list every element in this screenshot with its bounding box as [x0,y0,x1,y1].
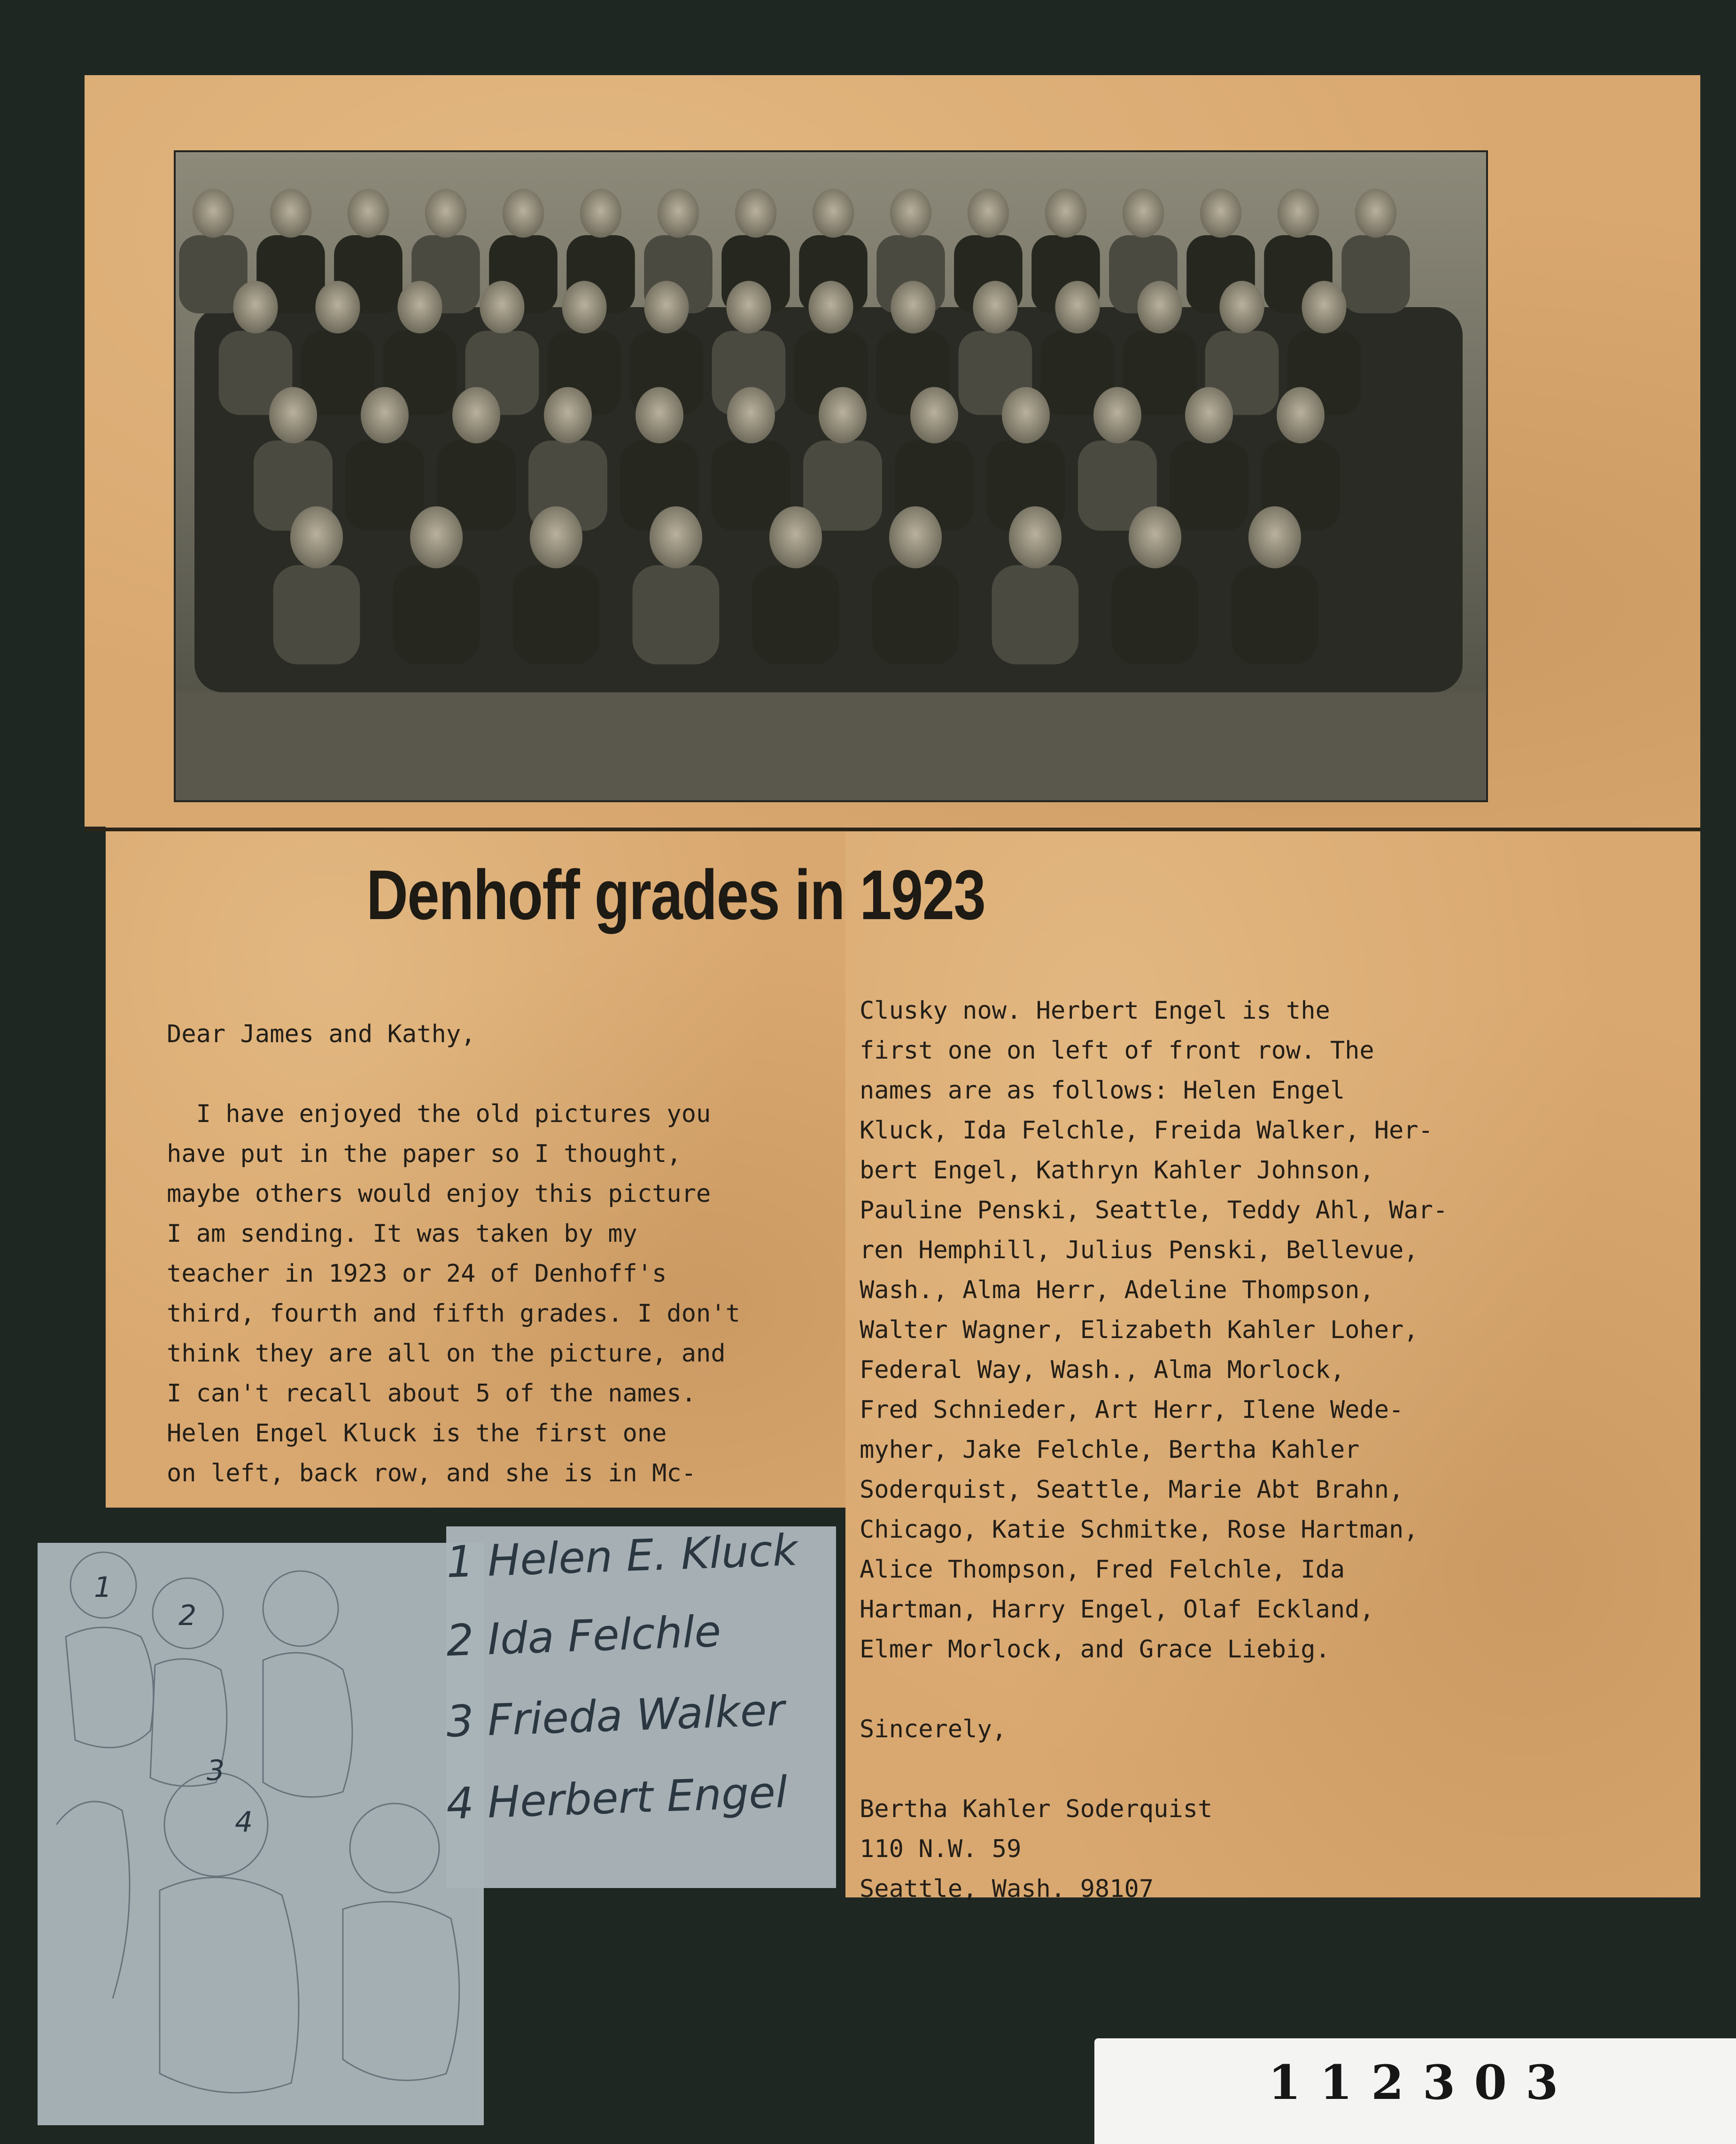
photo-figure-body [992,565,1079,664]
letter-line: Walter Wagner, Elizabeth Kahler Loher, [860,1316,1418,1344]
photo-figure-face [562,281,606,333]
photo-figure-face [1302,281,1346,333]
photo-figure-face [269,387,317,443]
photo-figure-face [891,281,935,333]
photo-figure-face [973,281,1017,333]
letter-line: I have enjoyed the old pictures you [167,1100,711,1128]
letter-line: myher, Jake Felchle, Bertha Kahler [860,1436,1360,1464]
photo-figure-body [345,441,424,531]
photo-figure-face [1219,281,1264,333]
sketch-number-3: 3 [207,1754,225,1787]
letter-line: Helen Engel Kluck is the first one [167,1419,667,1447]
photo-figure-face [1002,387,1050,443]
headline: Denhoff grades in 1923 [366,855,985,934]
accession-number: 112303 [1268,2055,1577,2110]
photo-figure-face [410,506,463,568]
letter-line: I am sending. It was taken by my [167,1220,637,1248]
letter-line: teacher in 1923 or 24 of Denhoff's [167,1260,667,1288]
letter-line: Clusky now. Herbert Engel is the [860,997,1330,1025]
letter-line: Elmer Morlock, and Grace Liebig. [860,1635,1330,1664]
photo-figure-face [889,506,942,568]
photo-figure-face [580,189,621,238]
letter-line: think they are all on the picture, and [167,1339,726,1368]
pencil-sketch [38,1543,484,2125]
photo-figure-face [910,387,958,443]
photo-figure-body [752,565,839,664]
photo-figure-face [726,281,771,333]
handwritten-name-1: 1 Helen E. Kluck [445,1525,798,1588]
photo-figure-face [644,281,689,333]
photo-figure-face [544,387,592,443]
photo-figure-face [813,189,854,238]
photo-figure-face [1278,189,1319,238]
photo-figure-face [1355,189,1396,238]
photo-figure-face [530,506,582,568]
photo-figure-face [808,281,853,333]
letter-line: Federal Way, Wash., Alma Morlock, [860,1356,1345,1384]
photo-figure-face [1055,281,1100,333]
signature-name: Bertha Kahler Soderquist [860,1795,1213,1823]
fold-line [85,828,1700,831]
photo-figure-face [452,387,500,443]
photo-figure-face [1123,189,1164,238]
photo-figure-face [1045,189,1086,238]
photo-figure-face [1200,189,1241,238]
photo-figure-face [233,281,278,333]
photo-figure-face [315,281,360,333]
letter-line: first one on left of front row. The [860,1037,1374,1065]
letter-line: maybe others would enjoy this picture [167,1180,711,1208]
photo-figure-face [968,189,1009,238]
photo-figure-body [513,565,600,664]
letter-line: Pauline Penski, Seattle, Teddy Ahl, War- [860,1196,1448,1224]
photo-figure-body [633,565,720,664]
photo-figure-face [819,387,867,443]
photo-figure-face [425,189,466,238]
handwritten-name-4: 4 Herbert Engel [445,1767,789,1829]
signature-city: Seattle, Wash. 98107 [860,1875,1154,1903]
photo-figure-face [650,506,702,568]
photo-figure-face [1277,387,1325,443]
photo-figure-face [1129,506,1181,568]
photo-figure-face [348,189,389,238]
photo-figure-body [872,565,959,664]
letter-left-column [167,1014,838,1494]
photo-figure-body [1232,565,1318,664]
photo-figure-face [290,506,343,568]
photo-figure-face [361,387,409,443]
sketch-number-4: 4 [235,1806,253,1839]
photo-figure-body [1112,565,1199,664]
photo-figure-body [393,565,480,664]
photo-figure-face [1248,506,1301,568]
signature-address: 110 N.W. 59 [860,1835,1022,1863]
tissue-sketch-overlay [38,1543,484,2125]
photo-figure-face [735,189,776,238]
photo-figure-face [636,387,683,443]
letter-line: Alice Thompson, Fred Felchle, Ida [860,1556,1345,1584]
photo-figure-face [480,281,524,333]
letter-line: have put in the paper so I thought, [167,1140,682,1168]
letter-line: I can't recall about 5 of the names. [167,1379,697,1408]
photo-figure-face [503,189,544,238]
photo-figure-face [1185,387,1233,443]
photo-figure-face [1093,387,1141,443]
letter-line: Wash., Alma Herr, Adeline Thompson, [860,1276,1374,1304]
photo-figure-face [769,506,822,568]
class-photograph [174,150,1488,802]
letter-line: bert Engel, Kathryn Kahler Johnson, [860,1156,1374,1184]
letter-line: Soderquist, Seattle, Marie Abt Brahn, [860,1476,1404,1504]
letter-line: Hartman, Harry Engel, Olaf Eckland, [860,1595,1374,1624]
photo-figure-body [1341,235,1410,313]
sketch-number-1: 1 [94,1571,112,1604]
photo-figure-face [658,189,699,238]
photo-figure-face [270,189,311,238]
photo-figure-face [727,387,775,443]
photo-figure-face [1137,281,1182,333]
photo-figure-body [1170,441,1248,531]
sketch-number-2: 2 [178,1599,197,1632]
class-photograph-image [176,152,1486,800]
photo-figure-face [890,189,931,238]
photo-figure-face [193,189,234,238]
letter-line: ren Hemphill, Julius Penski, Bellevue, [860,1236,1418,1264]
letter-line: Kluck, Ida Felchle, Freida Walker, Her- [860,1116,1433,1145]
handwritten-name-3: 3 Frieda Walker [445,1685,785,1747]
photo-figure-face [397,281,442,333]
photo-figure-body [273,565,360,664]
letter-closing: Sincerely, [860,1715,1007,1743]
letter-line: on left, back row, and she is in Mc- [167,1459,697,1487]
letter-line: third, fourth and fifth grades. I don't [167,1300,740,1328]
letter-line: Dear James and Kathy, [167,1020,476,1048]
letter-line: Chicago, Katie Schmitke, Rose Hartman, [860,1516,1418,1544]
photo-figure-face [1009,506,1062,568]
letter-line: names are as follows: Helen Engel [860,1076,1345,1105]
handwritten-name-2: 2 Ida Felchle [445,1606,722,1666]
letter-right-column [860,991,1658,1909]
letter-line: Fred Schnieder, Art Herr, Ilene Wede- [860,1396,1404,1424]
